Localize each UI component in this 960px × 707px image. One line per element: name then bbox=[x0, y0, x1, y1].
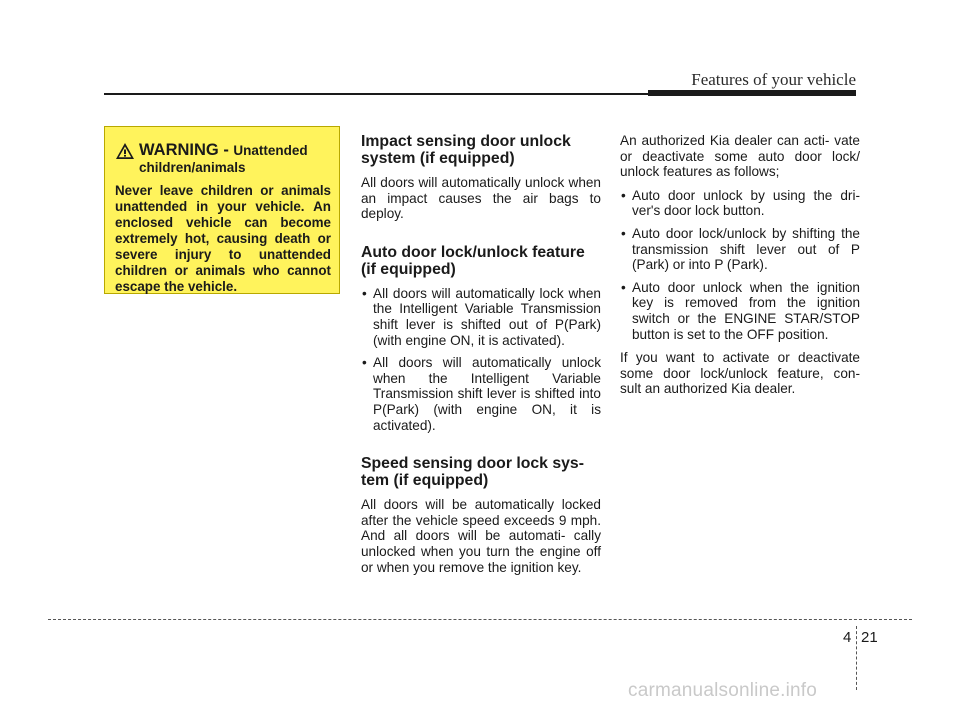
right-column bbox=[620, 133, 860, 405]
warning-heading bbox=[115, 141, 331, 160]
warning-label: WARNING - bbox=[139, 141, 234, 159]
chapter-number: 4 bbox=[843, 629, 852, 646]
list-item: • Auto door lock/unlock by shifting the transmission shift lever out of P (Park) or into P (Park). bbox=[620, 226, 860, 273]
speed-lock-text: All doors will be automatically locked after the vehicle speed exceeds 9 mph. And all doors will be automati- cally unlocked when you turn the engine off or when you remove the ignition key. bbox=[361, 497, 601, 575]
dealer-feature-list bbox=[620, 188, 860, 342]
dealer-outro: If you want to activate or deactivate some door lock/unlock feature, con- sult an authorized Kia dealer. bbox=[620, 350, 860, 397]
list-item: • Auto door unlock by using the dri- ver's door lock button. bbox=[620, 188, 860, 219]
header-rule-accent bbox=[648, 90, 856, 96]
auto-lock-list bbox=[361, 286, 601, 433]
warning-box bbox=[104, 126, 340, 294]
watermark: carmanualsonline.info bbox=[628, 680, 818, 701]
warning-triangle-icon bbox=[115, 142, 135, 160]
impact-heading: Impact sensing door unlock system (if equipped) bbox=[361, 133, 571, 167]
speed-lock-heading: Speed sensing door lock sys- tem (if equipped) bbox=[361, 455, 584, 490]
footer-rule bbox=[48, 619, 912, 620]
warning-subject-line2: children/animals bbox=[139, 160, 246, 175]
middle-column bbox=[361, 133, 601, 583]
header-title: Features of your vehicle bbox=[691, 70, 856, 89]
page-number: 21 bbox=[861, 629, 878, 646]
impact-text: All doors will automatically unlock when an impact causes the air bags to deploy. bbox=[361, 175, 601, 222]
list-item: • All doors will automatically unlock when the Intelligent Variable Transmission shift lever is shifted into P(Park) (with engine ON, it is activated). bbox=[361, 355, 601, 433]
page-divider bbox=[856, 626, 857, 690]
warning-body: Never leave children or animals unattended in your vehicle. An enclosed vehicle can become extremely hot, causing death or severe injury to unattended children or animals who cannot escape the vehicle. bbox=[115, 183, 331, 294]
auto-lock-heading: Auto door lock/unlock feature (if equipped) bbox=[361, 243, 585, 278]
list-item: • All doors will automatically lock when the Intelligent Variable Transmission shift lever is shifted out of P(Park) (with engine ON, it is activated). bbox=[361, 286, 601, 348]
list-item: • Auto door unlock when the ignition key is removed from the ignition switch or the ENGINE STAR/STOP button is set to the OFF position. bbox=[620, 280, 860, 342]
warning-subject: Unattended bbox=[233, 143, 308, 158]
dealer-intro: An authorized Kia dealer can acti- vate or deactivate some auto door lock/ unlock features as follows; bbox=[620, 133, 860, 180]
